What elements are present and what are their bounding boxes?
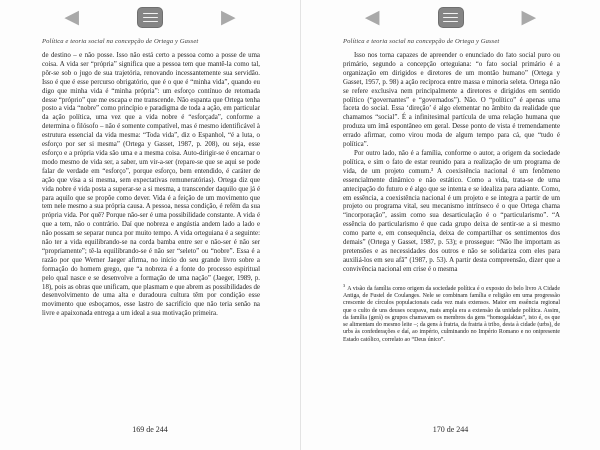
left-page-toolbar bbox=[0, 7, 300, 28]
page-body-left bbox=[42, 52, 260, 414]
prev-page-button[interactable] bbox=[365, 8, 380, 27]
menu-icon-bar bbox=[143, 17, 158, 19]
running-header-left: Política e teoria social na concepção de Ortega y Gasset bbox=[42, 38, 199, 45]
page-number-right: 170 de 244 bbox=[432, 425, 469, 434]
page-body-right bbox=[343, 52, 560, 414]
next-page-icon: ▶ bbox=[521, 6, 537, 28]
next-page-button[interactable] bbox=[221, 8, 236, 27]
menu-icon-bar bbox=[443, 21, 458, 23]
paragraph: de destino – e não posse. Isso não está certo a pessoa como a posse de uma coisa. A vida ser “própria” significa que a pessoa tem que mantê-la como tal, pôr-se sob o jugo de sua trajetória, renovando incessantemente sua servidão. Isso é que é esse percurso obrigatório, que é o que é “minha vida”, quando eu digo que minha vida é “minha própria”: um esforço contínuo de retomada desse “próprio” que me escapa e me transcende. Não espanta que Ortega tenha posto a vida “nobre” como princípio e paradigma de toda a ação, em particular da ação política, uma vez que a vida nobre é “esforçada”, conforme a determina o filósofo – não é somente compatível, mas é mesmo identificável à estrutura essencial da vida mesma: “Toda vida”, diz o Espanhol, “é a luta, o esforço por ser si mesma” (Ortega y Gasset, 1987, p. 208), ou seja, esse esforço e a própria vida são uma e a mesma coisa. Auto-dirigir-se é encarnar o modo mesmo de vida ser, a saber, um vir-a-ser (repare-se que se aqui se pode falar de verdade em “esforço”, porque esforço, bem entendido, é caráter de ação que visa a si mesma, sem expectativas remuneratórias). Ortega diz que vida nobre é vida posta a superar-se a si mesma, a transcender daquilo que já é para aquilo que se propõe como dever. Vida é a feição de um movimento que tem nele mesmo a sua própria causa. A pessoa, nessa condição, é refém da sua própria vida. Por quê? Porque não-ser é uma possibilidade constante. A vida é que a tem, não o contrário. Daí que nobreza e angústia andem lado a lado e não possam se separar nunca por muito tempo. A vida orteguiana é a seguinte: não ter a vida equilibrando-se na corda bamba entre ser e não-ser é não ser “propriamente”; tê-la equilibrando-se é não ser “seleto” ou “nobre”. Essa é a razão por que Werner Jaeger afirma, no início do seu grande livro sobre a formação do homem grego, que “a nobreza é a fonte do processo espiritual pelo qual nasce e se desenvolve a formação de uma nação” (Jaeger, 1989, p. 18), pois as obras que unificam, que plasmam e que abrem as possibilidades de desenvolvimento de uma alta e duradoura cultura têm por condição esse movimento que esboçamos, esse lastro de sacrifício que não teria senão na livre e apaixonada entrega a um ideal a sua motivação primeira. bbox=[42, 52, 260, 318]
menu-button-left[interactable] bbox=[137, 7, 163, 28]
footnote bbox=[343, 282, 560, 344]
footnote-text: A visão da família como origem da sociedade política é o exposto do belo livro A Cidade Antiga, de Fustel de Coulanges. Nele se combinam família e religião em uma progressão crescente de círculos populacionais cada vez mais extensos. Maior em essência regional que o culto de uns deuses ocupava, mais ampla era a extensão da unidade política. Assim, da família (gerá) os grupos chamavam os membros da gens “homogalaktas”, isto é, os que se alimentam do mesmo leite –; da gens à fratria, da fratria à tribo, desta à cidade (urbs), de urbs às confederações e daí, ao império, culminando no Império Romano e no onipresente Estado católico, correlato ao “Deus único”. bbox=[343, 285, 560, 343]
page-number-left: 169 de 244 bbox=[132, 425, 168, 434]
right-page-toolbar bbox=[301, 7, 600, 28]
menu-button-right[interactable] bbox=[438, 7, 464, 28]
paragraph: Isso nos torna capazes de apreender o enunciado do fato social puro ou primário, segundo a concepção orteguiana: “o fato social primário é a organização em dirigidos e diretores de um montão humano” (Ortega y Gasset, 1957, p. 98) a ação recíproca entre massa e minoria seleta. Ortega não se refere exclusiva nem principalmente a diretores e dirigidos em sentido político (“governantes” e “governados”). Não. O “político” é apenas uma faceta do social. Essa ‘direção’ é algo elementar no âmbito da realidade que chamamos “social”. É a infinitesimal partícula de uma relação humana que produza um ímã espontâneo em geral. Desse ponto de vista é tremendamente errado afirmar, como virou moda de algum tempo para cá, que “tudo é política”. bbox=[343, 52, 560, 149]
paragraph: Por outro lado, não é a família, conforme o autor, a origem da sociedade política, e sim o fato de estar reunido para a realização de um programa de vida, de um projeto comum.³ A coexistência nacional é um fenômeno essencialmente dinâmico e não estático. Como a vida, trata-se de uma antecipação do futuro e é algo que se intenta e se idealiza para adiante. Como, em essência, a coexistência nacional é um projeto e se integra a partir de um projeto ou programa vital, seu mecanismo intrínseco é o que Ortega chama “incorporação”, assim como sua desarticulação é o “particularismo”. “A essência do particularismo é que cada grupo deixa de sentir-se a si mesmo como parte e, em consequência, deixa de compartilhar os sentimentos dos demais” (Ortega y Gasset, 1987, p. 53); e prossegue: “Não lhe importam as pretensões e as necessidades dos outros e não se solidariza com eles para auxiliá-los em seu afã” (1987, p. 53). A partir desta compreensão, dizer que a convivência nacional em crise é o mesma bbox=[343, 149, 560, 273]
next-page-button[interactable] bbox=[522, 8, 537, 27]
footnote-marker: 3 bbox=[343, 282, 346, 288]
page-right bbox=[300, 0, 600, 450]
prev-page-icon: ◀ bbox=[64, 6, 79, 28]
running-header-right: Política e teoria social na concepção de Ortega y Gasset bbox=[343, 38, 500, 45]
menu-icon-bar bbox=[143, 21, 158, 23]
menu-icon-bar bbox=[443, 13, 458, 15]
menu-icon-bar bbox=[443, 17, 458, 19]
prev-page-icon: ◀ bbox=[364, 6, 380, 28]
prev-page-button[interactable] bbox=[64, 8, 79, 27]
next-page-icon: ▶ bbox=[221, 6, 236, 28]
menu-icon-bar bbox=[143, 13, 158, 15]
